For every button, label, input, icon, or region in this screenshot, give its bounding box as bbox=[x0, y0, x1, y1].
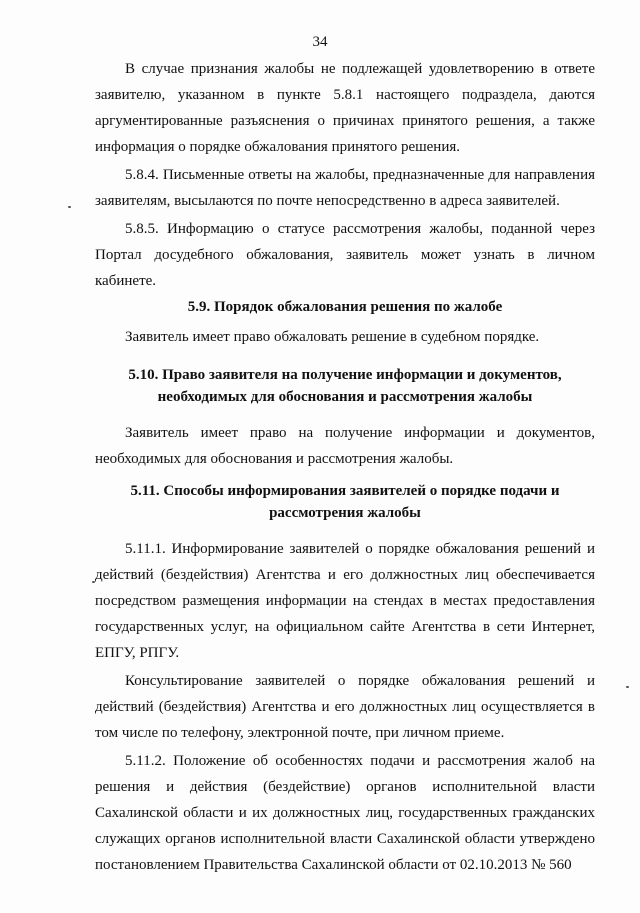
paragraph-5-11-2: 5.11.2. Положение об особенностях подачи и рассмотрения жалоб на решения и действия (бездействие) органов исполнительной власти Сахалинской области и их должностных лиц, государственных гражданских служащих органов исполнительной власти Сахалинской области утверждено постановлением Правительства Сахалинской области от 02.10.2013 № 560 bbox=[95, 753, 595, 873]
page-number: 34 bbox=[312, 34, 328, 50]
heading-5-11-line-1: 5.11. Способы информирования заявителей о порядке подачи и bbox=[130, 483, 560, 499]
paragraph-right-to-information: Заявитель имеет право на получение информации и документов, необходимых для обоснования и рассмотрения жалобы. bbox=[95, 425, 595, 467]
heading-5-9: 5.9. Порядок обжалования решения по жалобе bbox=[187, 299, 503, 315]
scan-speck bbox=[68, 206, 71, 208]
paragraph-consultation: Консультирование заявителей о порядке обжалования решений и действий (бездействия) Агентства и его должностных лиц осуществляется в том числе по телефону, электронной почте, при личном приеме. bbox=[95, 673, 595, 741]
scan-speck bbox=[626, 686, 629, 688]
page-content bbox=[95, 56, 595, 880]
heading-5-10-line-2: необходимых для обоснования и рассмотрения жалобы bbox=[157, 389, 533, 405]
heading-5-11-line-2: рассмотрения жалобы bbox=[269, 505, 421, 521]
paragraph-5-8-5: 5.8.5. Информацию о статусе рассмотрения жалобы, поданной через Портал досудебного обжалования, заявитель может узнать в личном кабинете. bbox=[95, 221, 595, 289]
paragraph-court-appeal: Заявитель имеет право обжаловать решение в судебном порядке. bbox=[125, 329, 540, 345]
paragraph-5-11-1: 5.11.1. Информирование заявителей о порядке обжалования решений и действий (бездействия) Агентства и его должностных лиц обеспечивается посредством размещения информации на стендах в местах предоставления государственных услуг, на официальном сайте Агентства в сети Интернет, ЕПГУ, РПГУ. bbox=[95, 541, 595, 661]
scan-speck bbox=[92, 581, 95, 583]
heading-5-10-line-1: 5.10. Право заявителя на получение информации и документов, bbox=[128, 367, 562, 383]
paragraph-complaint-rejection: В случае признания жалобы не подлежащей удовлетворению в ответе заявителю, указанном в пункте 5.8.1 настоящего подраздела, даются аргументированные разъяснения о причинах принятого решения, а также информация о порядке обжалования принятого решения. bbox=[95, 61, 595, 155]
paragraph-5-8-4: 5.8.4. Письменные ответы на жалобы, предназначенные для направления заявителям, высылаются по почте непосредственно в адреса заявителей. bbox=[95, 167, 595, 209]
